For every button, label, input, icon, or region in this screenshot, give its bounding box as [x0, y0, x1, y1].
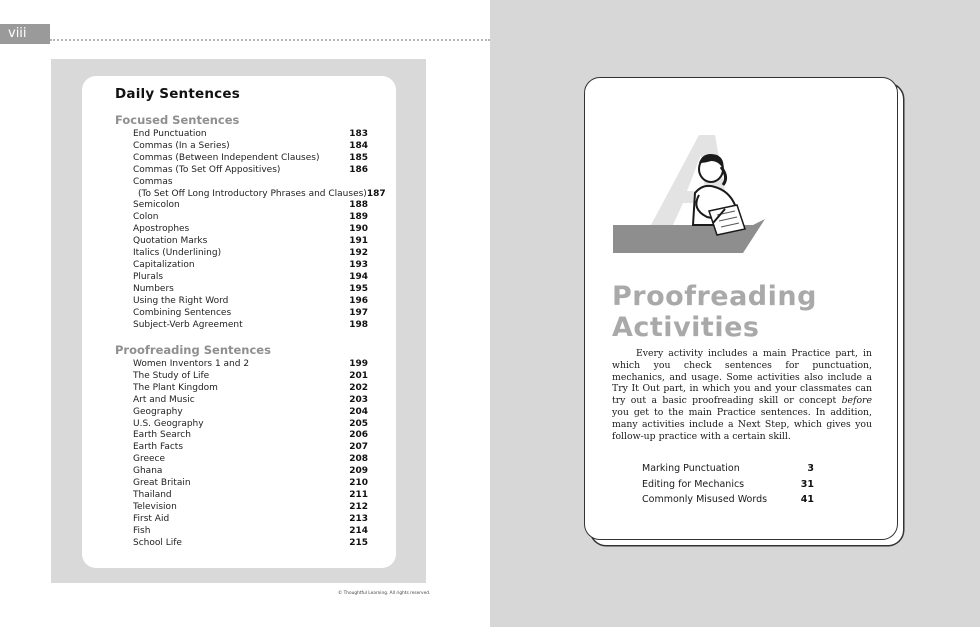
page-number: viii [0, 24, 50, 44]
toc-entry-label: Thailand [133, 489, 172, 500]
toc-row[interactable] [133, 165, 368, 177]
toc-entry-label: Capitalization [133, 259, 195, 270]
toc-entry-page: 183 [349, 129, 368, 139]
toc-entry-label: School Life [133, 537, 182, 548]
toc-entry-label: Italics (Underlining) [133, 248, 222, 259]
toc-row[interactable] [133, 260, 368, 272]
toc-entry-label: Subject-Verb Agreement [133, 319, 243, 330]
toc-entry-page: 201 [349, 370, 368, 381]
toc-entry-label: The Plant Kingdom [133, 382, 218, 393]
toc-row[interactable] [133, 371, 368, 383]
toc-entry-page: 199 [349, 359, 368, 369]
toc-entry-label: Geography [133, 406, 183, 417]
toc-card [82, 76, 396, 568]
toc-entry-label: Earth Search [133, 430, 191, 441]
toc-entry-label: Colon [133, 212, 159, 223]
toc-row[interactable] [133, 236, 368, 248]
focused-sentences-list [133, 129, 386, 331]
toc-entry-label: Commas (In a Series) [133, 140, 230, 151]
toc-row[interactable] [133, 454, 368, 466]
toc-row[interactable] [133, 430, 368, 442]
toc-entry-page: 215 [349, 537, 368, 548]
toc-title: Daily Sentences [115, 86, 240, 102]
intro-text-italic: before [841, 395, 872, 407]
toc-row[interactable] [133, 407, 368, 419]
toc-entry-page: 192 [349, 248, 368, 259]
toc-entry-page: 185 [349, 152, 368, 163]
toc-entry-page: 184 [349, 140, 368, 151]
toc-row[interactable] [133, 442, 368, 454]
toc-entry-label: The Study of Life [133, 370, 210, 381]
toc-row[interactable] [133, 153, 368, 165]
intro-text-part2: you get to the main Practice sentences. In addition, many activities include a Next Step, which gives you follow-up practice with a certain skill. [612, 406, 872, 442]
student-writing-illustration [613, 133, 768, 263]
toc-row[interactable] [133, 478, 368, 490]
toc-entry-label: Using the Right Word [133, 295, 229, 306]
toc-entry-label: Great Britain [133, 478, 191, 489]
intro-paragraph [612, 348, 872, 442]
activity-row[interactable] [642, 461, 814, 477]
copyright-notice: © Thoughtful Learning. All rights reserved. [338, 591, 431, 596]
activities-list [642, 461, 814, 508]
toc-entry-page: 214 [349, 525, 368, 536]
proofreading-sentences-list [133, 359, 368, 550]
toc-entry-page: 189 [349, 212, 368, 223]
right-page [490, 0, 980, 627]
toc-row[interactable] [133, 419, 368, 431]
toc-entry-label: Earth Facts [133, 442, 184, 453]
toc-entry-label: Television [133, 501, 177, 512]
toc-row[interactable] [133, 502, 368, 514]
toc-entry-label: U.S. Geography [133, 418, 204, 429]
toc-row[interactable] [133, 129, 368, 141]
toc-entry-page: 197 [349, 307, 368, 318]
toc-entry-label: Women Inventors 1 and 2 [133, 359, 250, 369]
toc-entry-page: 205 [349, 418, 368, 429]
toc-entry-page: 202 [349, 382, 368, 393]
toc-entry-page: 186 [349, 164, 368, 175]
toc-entry-label: Commas [133, 176, 173, 187]
toc-row[interactable] [133, 212, 368, 224]
intro-text-part1: Every activity includes a main Practice part, in which you check sentences for punctuation, mechanics, and usage. Some activities also include a Try It Out part, in which you and your classmates can try out a basic proofreading skill or concept [612, 348, 872, 407]
toc-row[interactable] [133, 359, 368, 371]
section-opener-panel [584, 77, 898, 540]
toc-row[interactable] [133, 177, 368, 189]
toc-row[interactable] [133, 272, 368, 284]
section-title-line2: Activities [612, 312, 760, 343]
toc-entry-label: Art and Music [133, 394, 195, 405]
toc-row[interactable] [133, 526, 368, 538]
section-title-line1: Proofreading [612, 281, 817, 312]
toc-row[interactable] [133, 514, 368, 526]
toc-row[interactable] [133, 538, 368, 550]
toc-entry-page: 187 [366, 188, 386, 199]
toc-entry-label: Numbers [133, 283, 174, 294]
toc-entry-label: (To Set Off Long Introductory Phrases and Clauses) [138, 188, 367, 199]
activity-row[interactable] [642, 492, 814, 508]
toc-row[interactable] [133, 200, 368, 212]
activity-page: 41 [800, 494, 814, 505]
toc-entry-page: 195 [349, 283, 368, 294]
toc-entry-page: 208 [349, 454, 368, 465]
toc-row[interactable] [133, 466, 368, 478]
toc-entry-page: 210 [349, 478, 368, 489]
toc-entry-label: Commas (Between Independent Clauses) [133, 152, 320, 163]
activity-row[interactable] [642, 477, 814, 493]
activity-label: Editing for Mechanics [642, 478, 745, 490]
toc-entry-label: End Punctuation [133, 129, 207, 139]
toc-entry-label: Fish [133, 525, 151, 536]
toc-row[interactable] [133, 296, 368, 308]
dotted-rule [50, 39, 490, 41]
toc-entry-label: Greece [133, 454, 166, 465]
toc-row[interactable] [133, 188, 386, 201]
toc-entry-page: 209 [349, 466, 368, 477]
toc-row[interactable] [133, 224, 368, 236]
toc-entry-label: Ghana [133, 466, 163, 477]
toc-entry-page: 198 [349, 319, 368, 330]
toc-entry-page: 213 [349, 513, 368, 524]
activity-label: Commonly Misused Words [642, 494, 768, 505]
toc-entry-label: Apostrophes [133, 224, 190, 235]
toc-entry-page: 203 [349, 394, 368, 405]
toc-entry-label: First Aid [133, 513, 170, 524]
toc-entry-page: 194 [349, 271, 368, 282]
toc-entry-page: 206 [349, 430, 368, 441]
toc-row[interactable] [133, 284, 368, 296]
toc-entry-page: 190 [349, 224, 368, 235]
toc-entry-label: Quotation Marks [133, 236, 208, 247]
toc-entry-page: 211 [349, 489, 368, 500]
toc-entry-label: Plurals [133, 271, 164, 282]
toc-entry-page: 212 [349, 501, 368, 512]
focused-sentences-heading: Focused Sentences [115, 113, 240, 127]
toc-entry-label: Combining Sentences [133, 307, 232, 318]
activity-label: Marking Punctuation [642, 463, 740, 474]
toc-entry-page: 204 [349, 406, 368, 417]
activity-page: 31 [800, 478, 814, 490]
toc-row[interactable] [133, 490, 368, 502]
toc-entry-page: 191 [349, 236, 368, 247]
toc-entry-label: Commas (To Set Off Appositives) [133, 164, 281, 175]
toc-row[interactable] [133, 395, 368, 407]
toc-entry-label: Semicolon [133, 200, 180, 211]
activity-page: 3 [807, 463, 814, 474]
proofreading-sentences-heading: Proofreading Sentences [115, 343, 271, 357]
toc-row[interactable] [133, 320, 368, 332]
toc-row[interactable] [133, 308, 368, 320]
toc-entry-page: 207 [349, 442, 368, 453]
toc-entry-page: 196 [349, 295, 368, 306]
toc-entry-page: 188 [349, 200, 368, 211]
toc-row[interactable] [133, 383, 368, 395]
toc-entry-page: 193 [349, 259, 368, 270]
toc-row[interactable] [133, 141, 368, 153]
toc-row[interactable] [133, 248, 368, 260]
